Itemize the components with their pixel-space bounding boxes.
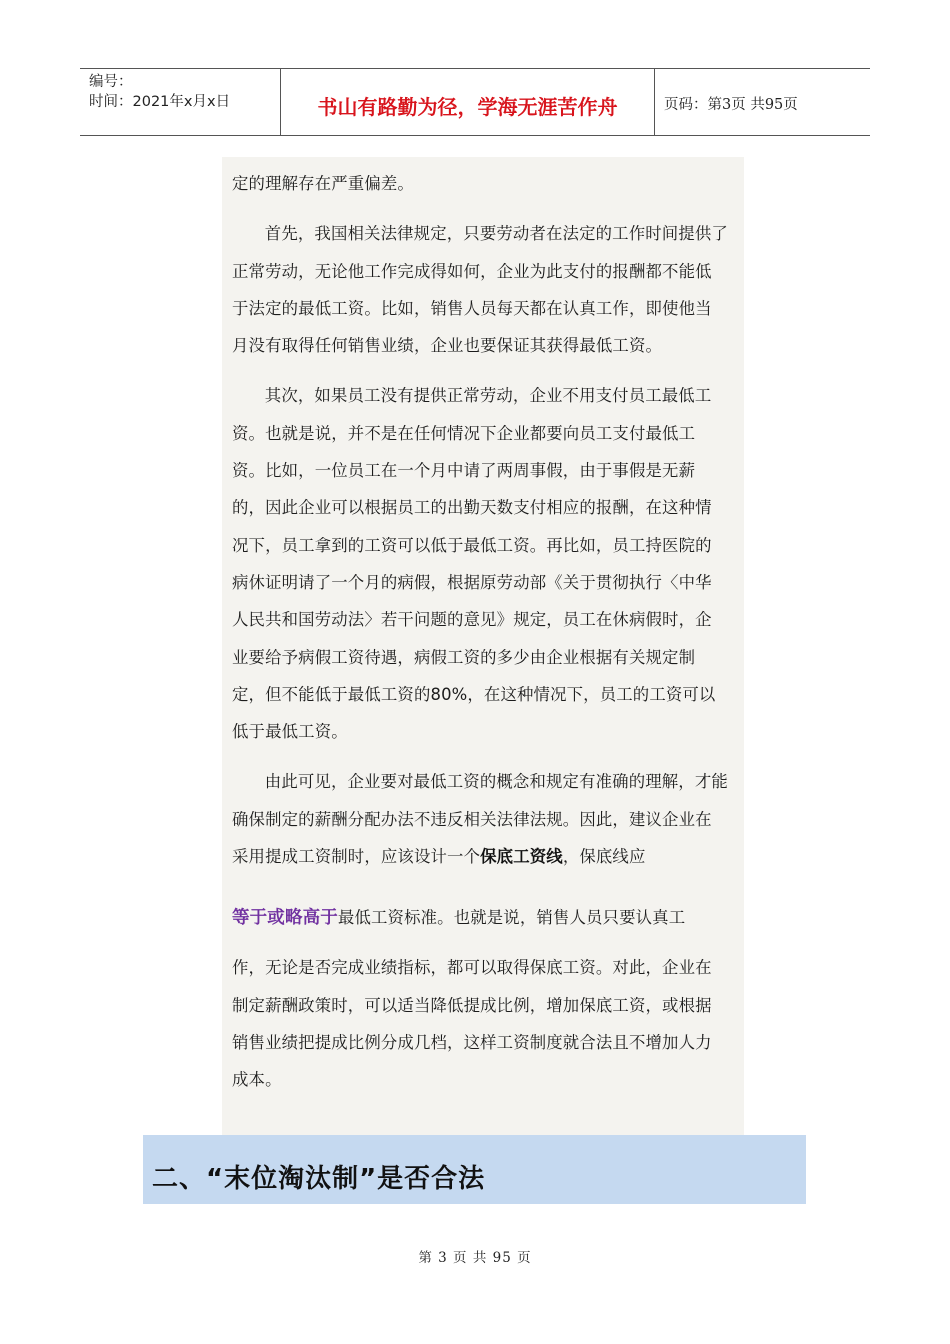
conclusion-text-c: 最低工资标准。也就是说，销售人员只要认真工 — [337, 908, 686, 928]
bold-term-guarantee-line: 保底工资线 — [480, 847, 563, 867]
paragraph-conclusion — [232, 763, 728, 875]
section-heading: 二、“末位淘汰制”是否合法 — [152, 1164, 486, 1194]
document-number-label: 编号： — [89, 74, 133, 90]
header-motto: 书山有路勤为径，学海无涯苦作舟 — [281, 69, 655, 135]
page-header — [80, 68, 870, 136]
body-text — [232, 165, 728, 1099]
page-footer: 第 3 页 共 95 页 — [418, 1250, 532, 1266]
paragraph-conclusion-line — [232, 887, 728, 949]
paragraph-conclusion-end: 作，无论是否完成业绩指标，都可以取得保底工资。对此，企业在制定薪酬政策时，可以适当降低提成比例，增加保底工资，或根据销售业绩把提成比例分成几档，这样工资制度就合法且不增加人力成本。 — [232, 958, 712, 1090]
conclusion-text-b: ，保底线应 — [562, 847, 646, 867]
paragraph-continuation: 定的理解存在严重偏差。 — [232, 174, 414, 193]
header-page-info: 页码：第3页 共95页 — [664, 96, 798, 113]
paragraph-second-point: 其次，如果员工没有提供正常劳动，企业不用支付员工最低工资。也就是说，并不是在任何情况下企业都要向员工支付最低工资。比如，一位员工在一个月中请了两周事假，由于事假是无薪的，因此企业可以根据员工的出勤天数支付相应的报酬，在这种情况下，员工拿到的工资可以低于最低工资。再比如，员工持医院的病休证明请了一个月的病假，根据原劳动部《关于贯彻执行〈中华人民共和国劳动法〉若干问题的意见》规定，员工在休病假时，企业要给予病假工资待遇，病假工资的多少由企业根据有关规定制定，但不能低于最低工资的80%，在这种情况下，员工的工资可以低于最低工资。 — [232, 386, 716, 742]
document-time-label: 时间：2021年x月x日 — [89, 94, 231, 110]
header-meta — [80, 69, 281, 135]
conclusion-text-a: 由此可见，企业要对最低工资的概念和规定有准确的理解，才能确保制定的薪酬分配办法不违反相关法律法规。因此，建议企业在采用提成工资制时，应该设计一个 — [232, 772, 728, 867]
highlight-equal-or-higher: 等于或略高于 — [232, 908, 338, 929]
paragraph-first-point: 首先，我国相关法律规定，只要劳动者在法定的工作时间提供了正常劳动，无论他工作完成得如何，企业为此支付的报酬都不能低于法定的最低工资。比如，销售人员每天都在认真工作，即使他当月没有取得任何销售业绩，企业也要保证其获得最低工资。 — [232, 224, 728, 356]
